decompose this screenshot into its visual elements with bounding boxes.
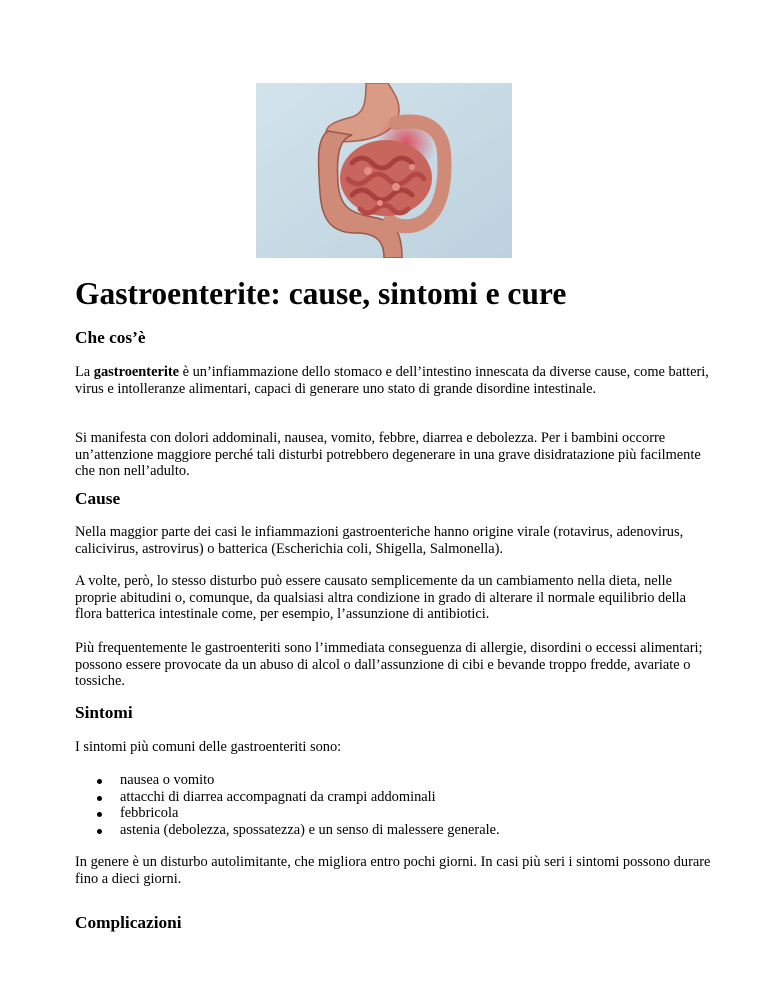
section-heading-sintomi: Sintomi	[75, 703, 133, 722]
article-title: Gastroenterite: cause, sintomi e cure	[75, 276, 567, 311]
cause-paragraph-2: A volte, però, lo stesso disturbo può essere causato semplicemente da un cambiamento nella dieta, nelle proprie abitudini o, comunque, da qualsiasi altra condizione in grado di alterare il normale equilibrio della flora batterica intestinale come, per esempio, l’assunzione di antibiotici.	[75, 573, 687, 623]
intestine-illustration	[256, 83, 512, 258]
intro-term-bold: gastroenterite	[93, 364, 180, 380]
list-item: attacchi di diarrea accompagnati da crampi addominali	[120, 789, 500, 806]
intro-paragraph-2: Si manifesta con dolori addominali, nausea, vomito, febbre, diarrea e debolezza. Per i bambini occorre un’attenzione maggiore perché tali disturbi potrebbero degenerare in una grave disidratazione più facilmente che non nell’adulto.	[75, 430, 701, 480]
symptom-list	[75, 772, 500, 838]
cause-paragraph-3: Più frequentemente le gastroenteriti sono l’immediata conseguenza di allergie, disordini o eccessi alimentari; possono essere provocate da un abuso di alcol o dall’assunzione di cibi e bevande troppo fredde, avariate o tossiche.	[75, 640, 703, 690]
intro-paragraph-1	[75, 364, 715, 397]
section-heading-complicazioni: Complicazioni	[75, 913, 182, 932]
intro-lead-text: La	[75, 364, 94, 380]
list-item: febbricola	[120, 805, 500, 822]
intro-rest-text: è un’infiammazione dello stomaco e dell’intestino innescata da diverse cause, come batteri, virus e intolleranze alimentari, capaci di generare uno stato di grande disordine intestinale.	[75, 364, 709, 397]
section-heading-intro: Che cos’è	[75, 328, 146, 347]
cause-paragraph-1: Nella maggior parte dei casi le infiammazioni gastroenteriche hanno origine virale (rotavirus, adenovirus, calicivirus, astrovirus) o batterica (Escherichia coli, Shigella, Salmonella).	[75, 524, 684, 557]
list-item: astenia (debolezza, spossatezza) e un senso di malessere generale.	[120, 821, 500, 838]
section-heading-cause: Cause	[75, 489, 121, 508]
sintomi-outro: In genere è un disturbo autolimitante, che migliora entro pochi giorni. In casi più seri i sintomi possono durare fino a dieci giorni.	[75, 854, 711, 887]
sintomi-intro: I sintomi più comuni delle gastroenteriti sono:	[75, 739, 342, 755]
list-item: nausea o vomito	[120, 772, 500, 789]
